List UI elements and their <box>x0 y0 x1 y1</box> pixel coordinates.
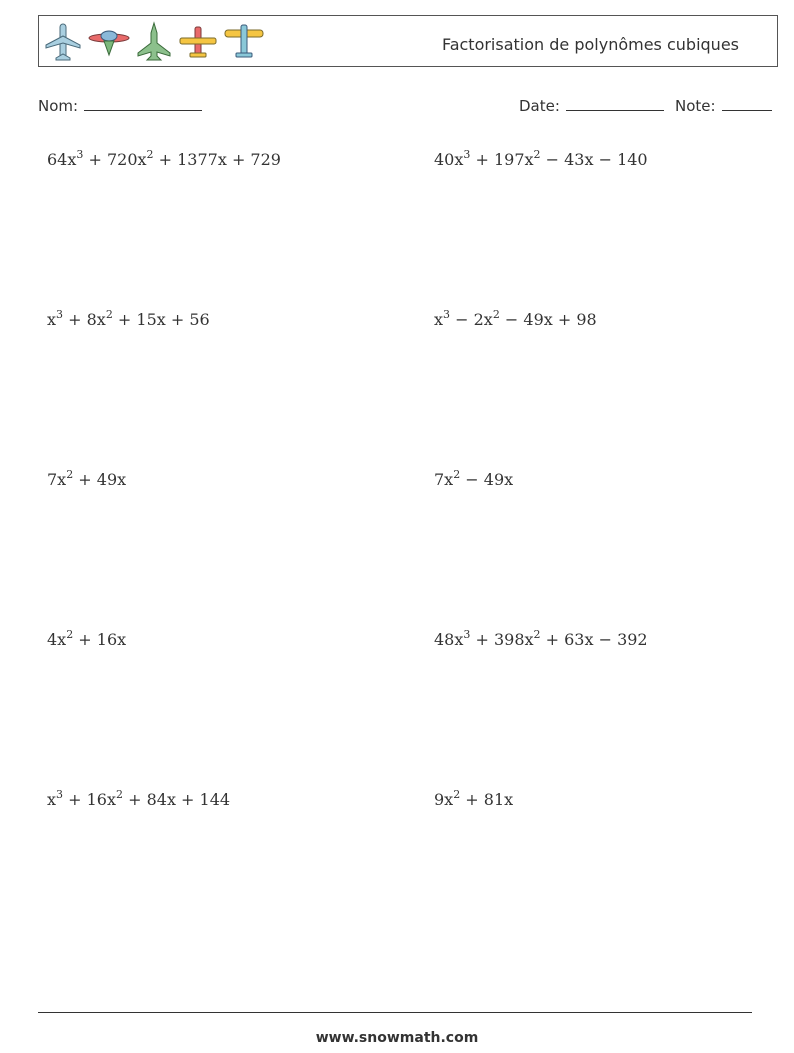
problem-1 <box>47 150 281 169</box>
term-text: 64x <box>47 150 77 169</box>
name-blank[interactable] <box>84 95 202 111</box>
term-exponent: 2 <box>492 308 500 321</box>
name-field <box>38 95 202 115</box>
term-exponent: 3 <box>443 308 451 321</box>
problem-4 <box>434 310 597 329</box>
problem-7 <box>47 630 126 649</box>
term-exponent: 2 <box>533 148 541 161</box>
term-exponent: 3 <box>76 148 84 161</box>
fighter-jet-icon <box>135 21 173 63</box>
term-text: + 1377x + 729 <box>153 150 281 169</box>
small-plane-icon <box>177 21 219 63</box>
problem-3 <box>47 310 210 329</box>
term-text: − 2x <box>450 310 493 329</box>
grade-label: Note: <box>675 97 716 115</box>
term-exponent: 2 <box>66 628 74 641</box>
worksheet-title: Factorisation de polynômes cubiques <box>441 35 739 54</box>
term-text: + 8x <box>63 310 106 329</box>
problem-9 <box>47 790 230 809</box>
problem-5 <box>47 470 126 489</box>
term-exponent: 2 <box>105 308 113 321</box>
term-exponent: 3 <box>56 788 64 801</box>
grade-field <box>675 95 772 115</box>
term-exponent: 3 <box>463 628 471 641</box>
term-text: + 84x + 144 <box>123 790 231 809</box>
problem-10 <box>434 790 513 809</box>
term-text: x <box>47 790 57 809</box>
term-exponent: 2 <box>66 468 74 481</box>
airliner-icon <box>43 21 83 63</box>
term-text: − 49x + 98 <box>499 310 597 329</box>
term-text: − 43x − 140 <box>540 150 648 169</box>
term-text: + 16x <box>73 630 127 649</box>
header-box <box>38 15 778 67</box>
term-text: − 49x <box>460 470 514 489</box>
problem-2 <box>434 150 648 169</box>
biplane-icon <box>223 21 265 63</box>
term-text: + 197x <box>470 150 534 169</box>
term-text: 40x <box>434 150 464 169</box>
date-label: Date: <box>519 97 560 115</box>
term-text: 9x <box>434 790 454 809</box>
term-text: + 15x + 56 <box>112 310 210 329</box>
term-text: + 63x − 392 <box>540 630 648 649</box>
grade-blank[interactable] <box>722 95 772 111</box>
problem-6 <box>434 470 513 489</box>
term-text: + 398x <box>470 630 534 649</box>
footer-website: www.snowmath.com <box>315 1030 479 1046</box>
term-text: x <box>47 310 57 329</box>
date-blank[interactable] <box>566 95 664 111</box>
term-text: 7x <box>47 470 67 489</box>
term-text: 4x <box>47 630 67 649</box>
term-text: 48x <box>434 630 464 649</box>
term-text: + 81x <box>460 790 514 809</box>
term-exponent: 2 <box>453 788 461 801</box>
term-exponent: 2 <box>533 628 541 641</box>
term-text: x <box>434 310 444 329</box>
propeller-plane-icon <box>87 21 131 63</box>
term-exponent: 3 <box>56 308 64 321</box>
term-exponent: 3 <box>463 148 471 161</box>
term-text: + 16x <box>63 790 116 809</box>
date-field <box>519 95 664 115</box>
term-exponent: 2 <box>116 788 123 801</box>
name-label: Nom: <box>38 97 79 115</box>
footer-divider <box>38 1012 752 1013</box>
term-text: 7x <box>434 470 454 489</box>
problem-8 <box>434 630 648 649</box>
term-text: + 720x <box>83 150 147 169</box>
term-exponent: 2 <box>453 468 461 481</box>
term-exponent: 2 <box>146 148 154 161</box>
term-text: + 49x <box>73 470 127 489</box>
plane-icons <box>43 21 265 63</box>
